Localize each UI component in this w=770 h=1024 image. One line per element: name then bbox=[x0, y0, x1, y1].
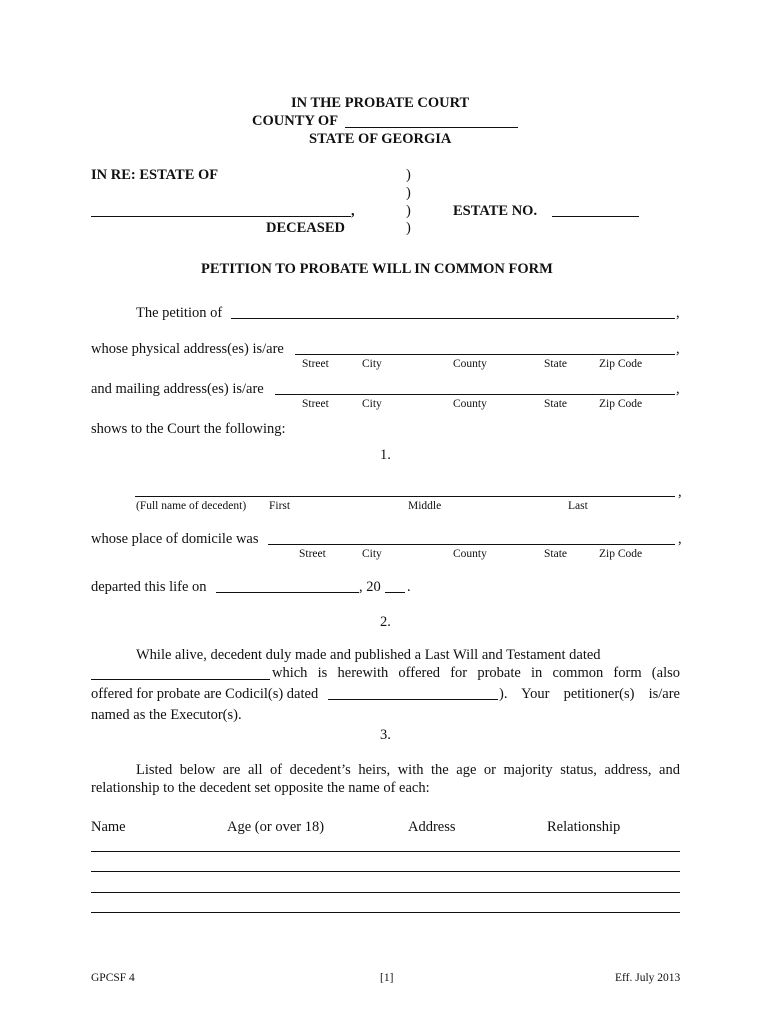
heirs-row-line[interactable] bbox=[91, 892, 680, 893]
line-comma: , bbox=[676, 381, 680, 397]
address-label-zip: Zip Code bbox=[599, 398, 643, 410]
petition-of-label: The petition of bbox=[136, 305, 223, 321]
line-comma: , bbox=[678, 484, 682, 500]
heirs-col-age: Age (or over 18) bbox=[227, 819, 325, 835]
physical-address-label: whose physical address(es) is/are bbox=[91, 341, 284, 357]
document-title: PETITION TO PROBATE WILL IN COMMON FORM bbox=[201, 261, 553, 277]
date-of-death-field[interactable] bbox=[216, 592, 359, 593]
shows-court-text: shows to the Court the following: bbox=[91, 421, 286, 437]
caption-paren: ) bbox=[406, 220, 411, 236]
address-label-zip: Zip Code bbox=[599, 358, 643, 370]
address-label-county: County bbox=[453, 548, 487, 560]
state-heading: STATE OF GEORGIA bbox=[309, 131, 452, 147]
departed-label: departed this life on bbox=[91, 579, 207, 595]
address-label-city: City bbox=[362, 358, 382, 370]
address-label-city: City bbox=[362, 548, 382, 560]
address-label-street: Street bbox=[299, 548, 326, 560]
section-number: 3. bbox=[380, 727, 391, 743]
estate-no-label: ESTATE NO. bbox=[453, 203, 538, 219]
line-comma: , bbox=[676, 305, 680, 321]
address-label-street: Street bbox=[302, 358, 329, 370]
court-heading: IN THE PROBATE COURT bbox=[291, 95, 470, 111]
address-label-county: County bbox=[453, 358, 487, 370]
first-name-label: First bbox=[269, 500, 291, 512]
will-text-line2-content: which is herewith offered for probate in common form (also bbox=[272, 665, 680, 681]
domicile-label: whose place of domicile was bbox=[91, 531, 259, 547]
page-number: [1] bbox=[380, 972, 394, 984]
county-field[interactable] bbox=[345, 127, 518, 128]
in-re-label: IN RE: ESTATE OF bbox=[91, 167, 219, 183]
heirs-col-relationship: Relationship bbox=[547, 819, 621, 835]
petitioner-name-field[interactable] bbox=[231, 318, 675, 319]
deceased-label: DECEASED bbox=[266, 220, 345, 236]
address-label-street: Street bbox=[302, 398, 329, 410]
year-of-death-field[interactable] bbox=[385, 592, 405, 593]
codicil-text-end-content: ). Your petitioner(s) is/are bbox=[499, 686, 680, 702]
codicil-date-field[interactable] bbox=[328, 699, 498, 700]
heirs-text-line1-content: Listed below are all of decedent’s heirs, with the age or majority status, address, and bbox=[136, 762, 680, 778]
mailing-address-label: and mailing address(es) is/are bbox=[91, 381, 264, 397]
heirs-row-line[interactable] bbox=[91, 851, 680, 852]
line-comma: , bbox=[676, 341, 680, 357]
section-number: 1. bbox=[380, 447, 391, 463]
section-number: 2. bbox=[380, 614, 391, 630]
heirs-col-name: Name bbox=[91, 819, 126, 835]
will-date-field[interactable] bbox=[91, 679, 270, 680]
year-prefix: , 20 bbox=[359, 579, 381, 595]
caption-paren: ) bbox=[406, 203, 411, 219]
domicile-field[interactable] bbox=[268, 544, 675, 545]
decedent-name-field[interactable] bbox=[91, 216, 351, 217]
will-text-line1: While alive, decedent duly made and published a Last Will and Testament dated bbox=[136, 647, 601, 663]
caption-paren: ) bbox=[406, 167, 411, 183]
estate-no-field[interactable] bbox=[552, 216, 639, 217]
line-period: . bbox=[407, 579, 411, 595]
heirs-text-line2: relationship to the decedent set opposite the name of each: bbox=[91, 780, 430, 796]
decedent-full-name-field[interactable] bbox=[135, 496, 675, 497]
last-name-label: Last bbox=[568, 500, 588, 512]
address-label-state: State bbox=[544, 398, 567, 410]
heirs-text-line1 bbox=[136, 762, 680, 779]
address-label-city: City bbox=[362, 398, 382, 410]
middle-name-label: Middle bbox=[408, 500, 442, 512]
full-name-label: (Full name of decedent) bbox=[136, 500, 247, 512]
will-text-line2 bbox=[272, 665, 680, 682]
caption-paren: ) bbox=[406, 185, 411, 201]
form-id: GPCSF 4 bbox=[91, 972, 135, 984]
mailing-address-field[interactable] bbox=[275, 394, 675, 395]
address-label-county: County bbox=[453, 398, 487, 410]
address-label-state: State bbox=[544, 358, 567, 370]
heirs-row-line[interactable] bbox=[91, 912, 680, 913]
codicil-text-start: offered for probate are Codicil(s) dated bbox=[91, 686, 319, 702]
codicil-text-end bbox=[499, 686, 680, 703]
line-comma: , bbox=[678, 531, 682, 547]
heirs-row-line[interactable] bbox=[91, 871, 680, 872]
address-label-state: State bbox=[544, 548, 567, 560]
county-label: COUNTY OF bbox=[252, 113, 339, 129]
address-label-zip: Zip Code bbox=[599, 548, 643, 560]
executor-text: named as the Executor(s). bbox=[91, 707, 242, 723]
heirs-col-address: Address bbox=[408, 819, 456, 835]
physical-address-field[interactable] bbox=[295, 354, 675, 355]
caption-comma: , bbox=[351, 203, 355, 219]
effective-date: Eff. July 2013 bbox=[615, 972, 681, 984]
